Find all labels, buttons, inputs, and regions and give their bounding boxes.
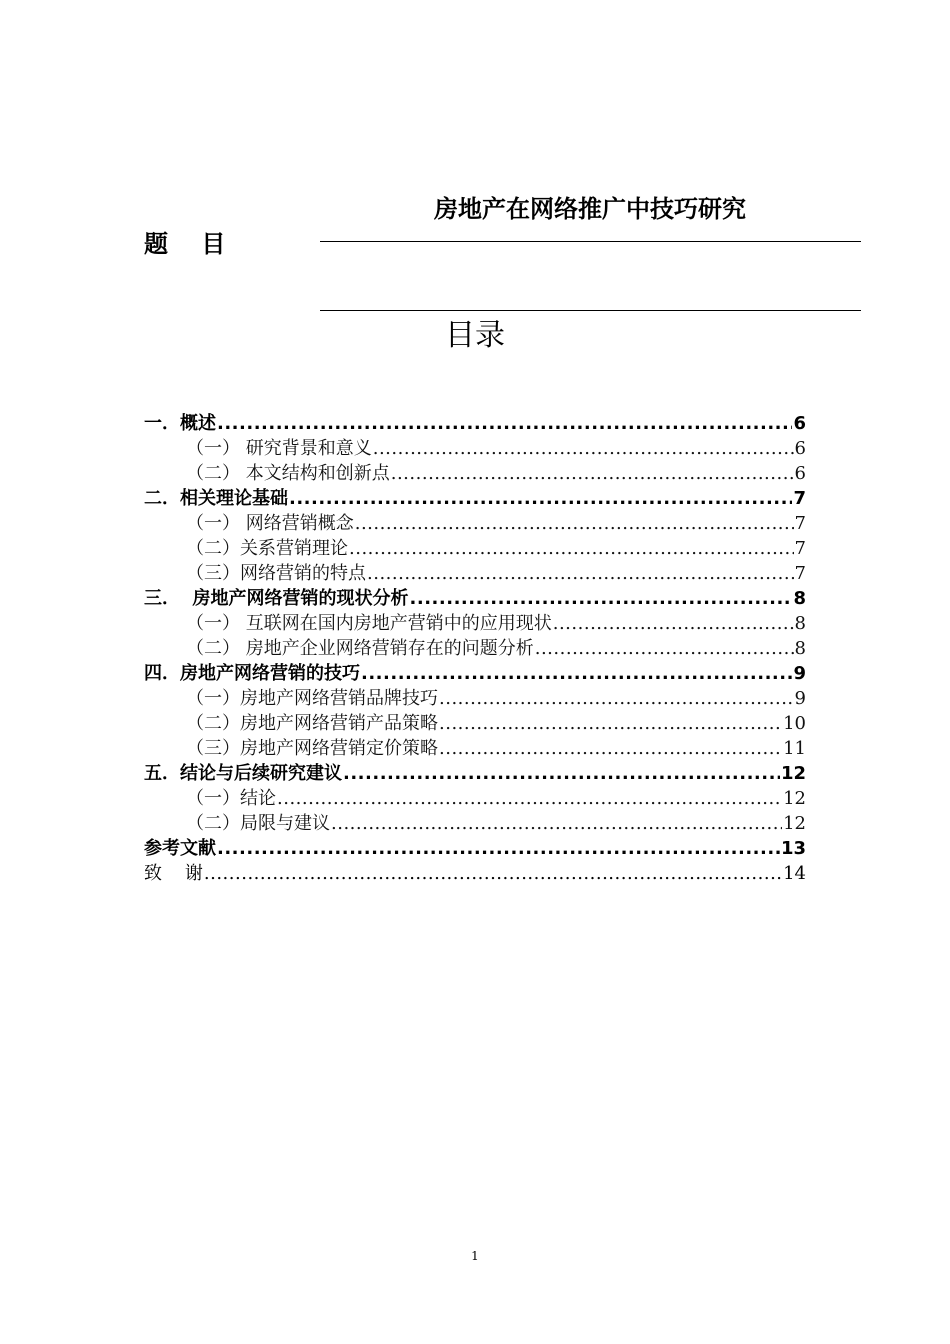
toc-entry[interactable] (144, 810, 806, 835)
toc-entry-label: 二．相关理论基础 (144, 488, 288, 509)
toc-entry-label: （一）结论 (186, 788, 276, 809)
toc-dot-leader (410, 588, 793, 610)
toc-entry-page: 12 (780, 763, 806, 784)
toc-dot-leader (439, 738, 782, 760)
toc-entry-label: （一） 网络营销概念 (186, 513, 354, 534)
toc-dot-leader (355, 513, 794, 535)
toc-entry-page: 6 (794, 438, 806, 459)
toc-entry-page: 12 (783, 788, 806, 809)
title-underline-1 (320, 241, 861, 242)
toc-entry-label: （一）房地产网络营销品牌技巧 (186, 688, 438, 709)
toc-entry-page: 8 (793, 588, 806, 609)
toc-entry[interactable] (144, 510, 806, 535)
toc-entry-label: （一） 研究背景和意义 (186, 438, 372, 459)
page-number: 1 (471, 1249, 479, 1263)
toc-entry[interactable] (144, 710, 806, 735)
toc-dot-leader (361, 663, 792, 685)
toc-dot-leader (343, 763, 780, 785)
toc-entry-page: 7 (794, 538, 806, 559)
toc-dot-leader (217, 838, 780, 860)
toc-entry-page: 7 (793, 488, 806, 509)
toc-dot-leader (535, 638, 794, 660)
title-underline-2 (320, 310, 861, 311)
toc-entry-label: 四．房地产网络营销的技巧 (144, 663, 360, 684)
thesis-title: 房地产在网络推广中技巧研究 (434, 195, 746, 223)
toc-entry-label: （二） 本文结构和创新点 (186, 463, 390, 484)
toc-entry-page: 9 (794, 688, 806, 709)
toc-entry-label: （二） 房地产企业网络营销存在的问题分析 (186, 638, 534, 659)
toc-dot-leader (289, 488, 792, 510)
toc-entry-page: 9 (793, 663, 806, 684)
toc-entry-page: 8 (794, 613, 806, 634)
toc-entry[interactable] (144, 585, 806, 610)
toc-entry[interactable] (144, 685, 806, 710)
toc-dot-leader (204, 863, 782, 885)
toc-entry[interactable] (144, 535, 806, 560)
toc-dot-leader (439, 688, 794, 710)
toc-entry-label: （三）房地产网络营销定价策略 (186, 738, 438, 759)
toc-entry-label: （二）局限与建议 (186, 813, 330, 834)
toc-entry-label: 五．结论与后续研究建议 (144, 763, 342, 784)
toc-entry[interactable] (144, 735, 806, 760)
toc-entry-page: 12 (783, 813, 806, 834)
toc-entry-page: 6 (794, 463, 806, 484)
toc-dot-leader (391, 463, 794, 485)
toc-entry-label: 参考文献 (144, 838, 216, 859)
toc-entry[interactable] (144, 785, 806, 810)
toc-entry[interactable] (144, 760, 806, 785)
toc-entry-label: 三． 房地产网络营销的现状分析 (144, 588, 409, 609)
toc-entry-label: 致 谢 (144, 863, 203, 884)
toc-dot-leader (217, 413, 792, 435)
toc-entry[interactable] (144, 610, 806, 635)
toc-entry-page: 8 (794, 638, 806, 659)
toc-entry-label: （二）关系营销理论 (186, 538, 348, 559)
toc-entry[interactable] (144, 410, 806, 435)
toc-entry[interactable] (144, 560, 806, 585)
toc-entry[interactable] (144, 485, 806, 510)
toc-dot-leader (439, 713, 782, 735)
toc-entry-label: （一） 互联网在国内房地产营销中的应用现状 (186, 613, 552, 634)
table-of-contents (144, 410, 806, 885)
toc-entry-label: （三）网络营销的特点 (186, 563, 366, 584)
toc-entry-page: 6 (793, 413, 806, 434)
toc-entry[interactable] (144, 460, 806, 485)
toc-entry-page: 13 (780, 838, 806, 859)
toc-entry-label: （二）房地产网络营销产品策略 (186, 713, 438, 734)
toc-entry-page: 7 (794, 563, 806, 584)
title-label: 题 目 (144, 230, 226, 258)
toc-dot-leader (331, 813, 782, 835)
toc-entry-page: 7 (794, 513, 806, 534)
toc-entry-page: 14 (783, 863, 806, 884)
toc-entry[interactable] (144, 660, 806, 685)
toc-dot-leader (277, 788, 782, 810)
toc-entry[interactable] (144, 835, 806, 860)
toc-dot-leader (373, 438, 794, 460)
toc-dot-leader (349, 538, 794, 560)
toc-entry[interactable] (144, 435, 806, 460)
toc-entry-page: 10 (783, 713, 806, 734)
toc-entry-label: 一．概述 (144, 413, 216, 434)
toc-entry-page: 11 (783, 738, 806, 759)
toc-dot-leader (367, 563, 794, 585)
toc-entry[interactable] (144, 860, 806, 885)
toc-heading: 目录 (445, 318, 505, 353)
toc-dot-leader (553, 613, 794, 635)
toc-entry[interactable] (144, 635, 806, 660)
